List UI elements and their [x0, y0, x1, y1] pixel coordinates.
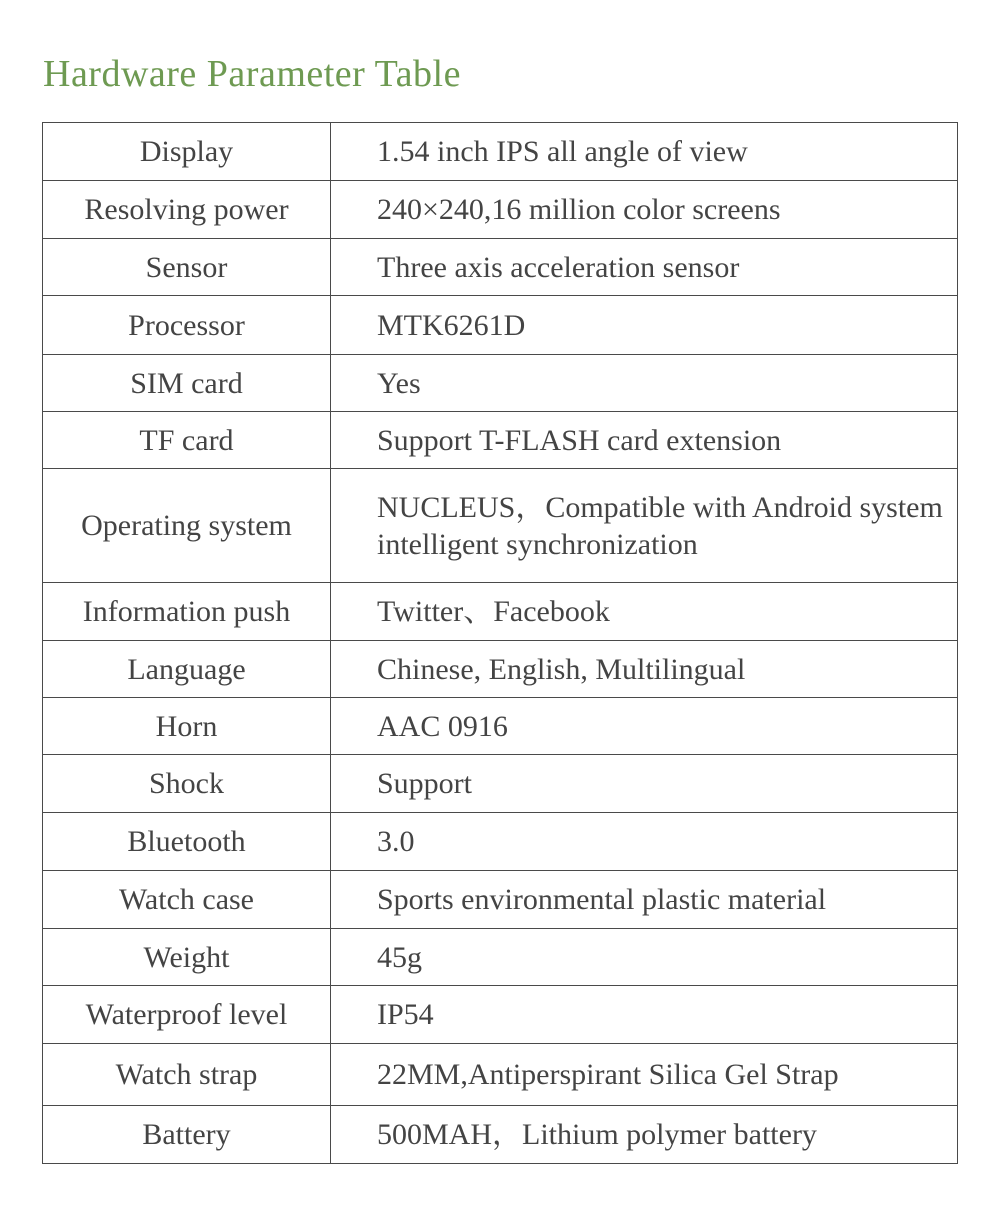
table-row: [43, 355, 958, 412]
parameter-name: Bluetooth: [43, 813, 331, 871]
parameter-name: Information push: [43, 583, 331, 641]
parameter-value: 45g: [331, 929, 958, 986]
parameter-name: Display: [43, 123, 331, 181]
parameter-name: SIM card: [43, 355, 331, 412]
parameter-name: TF card: [43, 412, 331, 469]
parameter-value: IP54: [331, 986, 958, 1044]
hardware-parameter-table: [42, 122, 958, 1164]
parameter-name: Battery: [43, 1106, 331, 1164]
parameter-value: Twitter、Facebook: [331, 583, 958, 641]
parameter-value: Support: [331, 755, 958, 813]
parameter-value: MTK6261D: [331, 296, 958, 355]
parameter-name: Shock: [43, 755, 331, 813]
parameter-value: 1.54 inch IPS all angle of view: [331, 123, 958, 181]
parameter-value: 240×240,16 million color screens: [331, 181, 958, 239]
parameter-value: Sports environmental plastic material: [331, 871, 958, 929]
parameter-value: Chinese, English, Multilingual: [331, 641, 958, 698]
table-row: [43, 181, 958, 239]
parameter-value: Yes: [331, 355, 958, 412]
table-row: [43, 1106, 958, 1164]
parameter-name: Processor: [43, 296, 331, 355]
parameter-name: Resolving power: [43, 181, 331, 239]
table-row: [43, 123, 958, 181]
table-row: [43, 469, 958, 583]
parameter-name: Watch strap: [43, 1044, 331, 1106]
table-row: [43, 1044, 958, 1106]
table-row: [43, 929, 958, 986]
table-row: [43, 871, 958, 929]
table-row: [43, 813, 958, 871]
table-row: [43, 412, 958, 469]
parameter-value: 22MM,Antiperspirant Silica Gel Strap: [331, 1044, 958, 1106]
table-row: [43, 698, 958, 755]
table-row: [43, 986, 958, 1044]
parameter-value: 3.0: [331, 813, 958, 871]
table-row: [43, 583, 958, 641]
parameter-name: Language: [43, 641, 331, 698]
page-title: Hardware Parameter Table: [43, 53, 461, 95]
parameter-value: NUCLEUS，Compatible with Android system intelligent synchronization: [331, 469, 958, 583]
parameter-value: Three axis acceleration sensor: [331, 239, 958, 296]
parameter-name: Horn: [43, 698, 331, 755]
parameter-value: Support T-FLASH card extension: [331, 412, 958, 469]
parameter-name: Weight: [43, 929, 331, 986]
parameter-value: AAC 0916: [331, 698, 958, 755]
table-row: [43, 296, 958, 355]
table-row: [43, 239, 958, 296]
table-row: [43, 755, 958, 813]
parameter-name: Waterproof level: [43, 986, 331, 1044]
parameter-name: Operating system: [43, 469, 331, 583]
parameter-name: Sensor: [43, 239, 331, 296]
parameter-value: 500MAH，Lithium polymer battery: [331, 1106, 958, 1164]
parameter-name: Watch case: [43, 871, 331, 929]
table-row: [43, 641, 958, 698]
